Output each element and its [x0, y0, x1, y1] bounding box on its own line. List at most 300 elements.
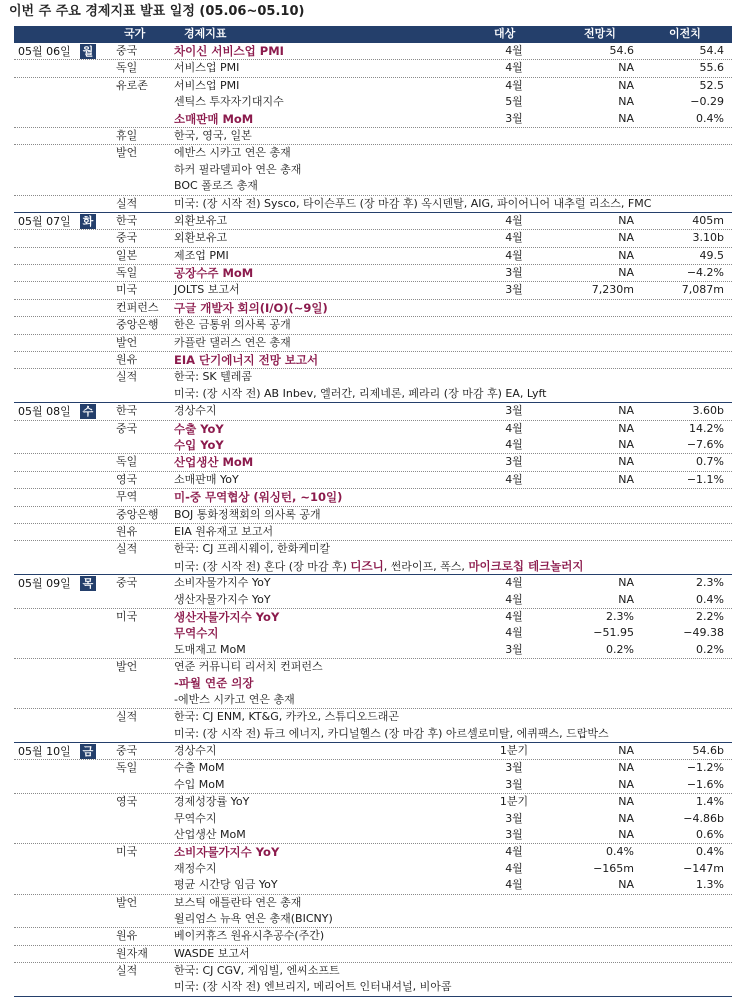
indicator-text: WASDE 보고서	[174, 946, 250, 960]
row-indicator	[174, 437, 224, 454]
row-target: 4월	[505, 61, 523, 75]
row-previous: 3.10b	[692, 231, 724, 245]
row-indicator	[174, 609, 279, 626]
row-indicator	[174, 558, 584, 575]
row-previous: 54.4	[699, 44, 724, 57]
row-forecast: 0.2%	[606, 642, 634, 656]
indicator-text: 미국: (장 시작 전) Sysco, 타이슨푸드 (장 마감 후) 옥시덴탈, AIG, 파이어니어 내추럴 리소스, FMC	[174, 196, 652, 210]
row-country: 중앙은행	[116, 318, 159, 332]
row-forecast: NA	[618, 455, 634, 469]
row-forecast: NA	[618, 777, 634, 791]
indicator-text: 무역수지	[174, 811, 217, 825]
row-indicator	[174, 472, 239, 488]
row-country: 미국	[116, 845, 138, 859]
day-date: 05월 08일	[18, 405, 71, 419]
row-forecast: −51.95	[593, 626, 634, 640]
row-target: 4월	[505, 576, 523, 590]
header-indicator: 경제지표	[184, 27, 227, 40]
indicator-text: 산업생산 MoM	[174, 827, 246, 841]
table-row	[14, 77, 732, 94]
table-row	[14, 708, 732, 725]
row-indicator	[174, 895, 301, 911]
row-target: 5월	[505, 95, 523, 109]
row-indicator	[174, 743, 217, 759]
table-row	[14, 625, 732, 641]
table-row	[14, 316, 732, 333]
row-target: 3월	[505, 827, 523, 841]
table-row	[14, 281, 732, 298]
table-row	[14, 861, 732, 877]
row-forecast: 7,230m	[591, 283, 634, 297]
indicator-text: 한국: CJ ENM, KT&G, 카카오, 스튜디오드래곤	[174, 710, 399, 724]
row-country: 중국	[116, 231, 138, 245]
indicator-text: 수출 MoM	[174, 761, 225, 775]
indicator-text: 경제성장률 YoY	[174, 795, 250, 809]
table-row	[14, 726, 732, 742]
row-country: 한국	[116, 213, 138, 227]
row-country: 원유	[116, 353, 138, 367]
table-row	[14, 403, 732, 419]
row-previous: −4.86b	[683, 811, 724, 825]
row-forecast: NA	[618, 248, 634, 262]
row-forecast: NA	[618, 811, 634, 825]
row-country: 미국	[116, 609, 138, 623]
day-date: 05월 10일	[18, 745, 71, 759]
table-row	[14, 877, 732, 893]
row-country: 한국	[116, 404, 138, 418]
table-row	[14, 523, 732, 540]
row-previous: −49.38	[683, 626, 724, 640]
row-indicator	[174, 844, 279, 861]
indicator-text: 한은 금통위 의사록 공개	[174, 318, 291, 332]
row-country: 발언	[116, 335, 138, 349]
indicator-text: 연준 커뮤니티 리서치 컨퍼런스	[174, 660, 323, 674]
row-previous: −7.6%	[686, 437, 724, 451]
day-group	[14, 574, 732, 742]
row-previous: −4.2%	[686, 266, 724, 280]
row-forecast: NA	[618, 421, 634, 435]
row-indicator	[174, 78, 239, 94]
table-row	[14, 264, 732, 281]
indicator-text: 수출 YoY	[174, 421, 224, 436]
row-forecast: NA	[618, 213, 634, 227]
row-country: 원유	[116, 929, 138, 943]
day-group	[14, 42, 732, 212]
header-target: 대상	[494, 27, 516, 40]
row-forecast: 0.4%	[606, 845, 634, 859]
table-row	[14, 144, 732, 161]
row-indicator	[174, 421, 224, 438]
table-row	[14, 811, 732, 827]
table-row	[14, 453, 732, 470]
table-row	[14, 43, 732, 59]
row-indicator	[174, 642, 246, 658]
table-row	[14, 777, 732, 793]
indicator-text: 한국: CJ 프레시웨이, 한화케미칼	[174, 542, 331, 556]
indicator-text: EIA 단기에너지 전망 보고서	[174, 353, 319, 368]
indicator-text: 한국: CJ CGV, 게임빌, 엔씨소프트	[174, 964, 340, 978]
row-indicator	[174, 162, 301, 178]
row-indicator	[174, 300, 328, 317]
table-row	[14, 247, 732, 264]
table-row	[14, 675, 732, 691]
indicator-text: 소매판매 MoM	[174, 111, 254, 126]
indicator-text: 무역수지	[174, 626, 219, 641]
row-indicator	[174, 692, 295, 708]
row-country: 실적	[116, 964, 138, 978]
table-row	[14, 658, 732, 675]
day-of-week-badge: 수	[80, 404, 96, 419]
row-previous: 1.4%	[696, 795, 724, 809]
row-target: 1분기	[499, 744, 529, 758]
indicator-text: 미-중 무역협상 (워싱턴, ~10일)	[174, 490, 343, 505]
row-target: 4월	[505, 44, 523, 57]
day-date: 05월 07일	[18, 214, 71, 228]
row-indicator	[174, 524, 273, 540]
row-indicator	[174, 541, 330, 557]
row-indicator	[174, 811, 217, 827]
row-forecast: NA	[618, 592, 634, 606]
day-of-week-badge: 금	[80, 744, 96, 759]
row-country: 원자재	[116, 946, 148, 960]
indicator-text: 소매판매 YoY	[174, 472, 239, 486]
row-forecast: NA	[618, 231, 634, 245]
row-country: 실적	[116, 542, 138, 556]
row-target: 3월	[505, 642, 523, 656]
table-row	[14, 945, 732, 962]
row-country: 중국	[116, 744, 138, 758]
row-country: 일본	[116, 248, 138, 262]
row-indicator	[174, 230, 227, 246]
row-previous: 0.4%	[696, 111, 724, 125]
row-indicator	[174, 335, 291, 351]
row-country: 영국	[116, 795, 138, 809]
row-country: 독일	[116, 761, 138, 775]
day-groups	[14, 42, 732, 996]
row-target: 4월	[505, 231, 523, 245]
row-country: 컨퍼런스	[116, 300, 159, 314]
table-row	[14, 558, 732, 574]
table-row	[14, 420, 732, 437]
table-row	[14, 351, 732, 368]
row-indicator	[174, 575, 271, 591]
day-date: 05월 09일	[18, 577, 71, 591]
indicator-text: 외환보유고	[174, 231, 228, 245]
row-forecast: NA	[618, 266, 634, 280]
table-row	[14, 592, 732, 608]
row-target: 3월	[505, 455, 523, 469]
table-row	[14, 608, 732, 625]
row-country: 중국	[116, 44, 138, 57]
table-row	[14, 911, 732, 927]
row-indicator	[174, 369, 252, 385]
row-previous: 0.7%	[696, 455, 724, 469]
indicator-text: EIA 원유재고 보고서	[174, 524, 274, 538]
table-row	[14, 827, 732, 843]
row-indicator	[174, 726, 609, 742]
table-row	[14, 793, 732, 810]
indicator-text: JOLTS 보고서	[174, 283, 240, 297]
indicator-text: -파월 연준 의장	[174, 676, 254, 691]
row-target: 4월	[505, 248, 523, 262]
row-forecast: −165m	[593, 861, 634, 875]
indicator-text: 에반스 시카고 연은 총재	[174, 146, 291, 160]
row-target: 3월	[505, 811, 523, 825]
table-row	[14, 759, 732, 776]
row-indicator	[174, 760, 224, 776]
row-previous: 0.6%	[696, 827, 724, 841]
row-forecast: NA	[618, 95, 634, 109]
table-row	[14, 471, 732, 488]
row-previous: 14.2%	[689, 421, 724, 435]
day-date: 05월 06일	[18, 45, 71, 58]
row-indicator	[174, 265, 253, 282]
row-target: 4월	[505, 845, 523, 859]
table-row	[14, 437, 732, 453]
table-row	[14, 213, 732, 229]
indicator-text: 미국: (장 시작 전) 엔브리지, 메리어트 인터내셔널, 비아콤	[174, 980, 452, 994]
table-row	[14, 979, 732, 995]
table-row	[14, 927, 732, 944]
row-country: 유로존	[116, 78, 148, 92]
indicator-text: , 썬라이프, 폭스,	[383, 559, 469, 573]
table-row	[14, 229, 732, 246]
row-indicator	[174, 282, 240, 298]
row-previous: −1.2%	[686, 761, 724, 775]
row-country: 실적	[116, 370, 138, 384]
row-forecast: NA	[618, 78, 634, 92]
row-indicator	[174, 386, 546, 402]
row-target: 4월	[505, 421, 523, 435]
indicator-text: 서비스업 PMI	[174, 61, 240, 75]
indicator-text: 외환보유고	[174, 213, 228, 227]
row-country: 독일	[116, 61, 138, 75]
row-indicator	[174, 659, 323, 675]
indicator-text: 한국, 영국, 일본	[174, 128, 252, 142]
row-previous: 405m	[692, 213, 724, 227]
table-row	[14, 162, 732, 178]
row-previous: 0.4%	[696, 845, 724, 859]
row-previous: 3.60b	[692, 404, 724, 418]
day-of-week-badge: 화	[80, 214, 96, 229]
row-indicator	[174, 128, 252, 144]
row-forecast: NA	[618, 404, 634, 418]
row-previous: −1.1%	[686, 472, 724, 486]
row-indicator	[174, 592, 271, 608]
row-target: 4월	[505, 78, 523, 92]
row-indicator	[174, 827, 246, 843]
row-indicator	[174, 928, 324, 944]
row-indicator	[174, 60, 239, 76]
indicator-text: 생산자물가지수 YoY	[174, 592, 271, 606]
indicator-text: BOJ 통화정책회의 의사록 공개	[174, 507, 321, 521]
row-indicator	[174, 196, 651, 212]
row-forecast: NA	[618, 744, 634, 758]
table-row	[14, 506, 732, 523]
indicator-text: 경상수지	[174, 404, 217, 418]
row-target: 3월	[505, 761, 523, 775]
day-of-week-badge: 월	[80, 44, 96, 59]
table-row	[14, 127, 732, 144]
schedule-table	[14, 26, 732, 997]
row-target: 4월	[505, 626, 523, 640]
row-indicator	[174, 352, 318, 369]
indicator-text: 미국: (장 시작 전) 혼다 (장 마감 후)	[174, 559, 351, 573]
row-forecast: NA	[618, 111, 634, 125]
row-previous: 2.2%	[696, 609, 724, 623]
row-country: 중국	[116, 576, 138, 590]
row-indicator	[174, 794, 249, 810]
header-previous: 이전치	[669, 27, 701, 40]
row-forecast: NA	[618, 576, 634, 590]
indicator-text: 소비자물가지수 YoY	[174, 845, 280, 860]
row-forecast: NA	[618, 878, 634, 892]
row-forecast: NA	[618, 761, 634, 775]
day-group	[14, 402, 732, 574]
table-row	[14, 575, 732, 591]
table-row	[14, 59, 732, 76]
row-country: 발언	[116, 660, 138, 674]
row-forecast: NA	[618, 795, 634, 809]
table-row	[14, 743, 732, 759]
page-title: 이번 주 주요 경제지표 발표 일정 (05.06~05.10)	[9, 4, 305, 19]
row-country: 발언	[116, 146, 138, 160]
table-row	[14, 692, 732, 708]
row-indicator	[174, 111, 253, 128]
indicator-highlight: 마이크로칩 테크놀러지	[468, 558, 584, 573]
table-row	[14, 195, 732, 212]
row-target: 4월	[505, 472, 523, 486]
row-indicator	[174, 625, 218, 642]
indicator-text: 베이커휴즈 원유시추공수(주간)	[174, 929, 325, 943]
table-row	[14, 540, 732, 557]
row-indicator	[174, 946, 250, 962]
row-target: 3월	[505, 111, 523, 125]
row-target: 4월	[505, 592, 523, 606]
indicator-text: BOC 폴로즈 총재	[174, 179, 258, 193]
table-row	[14, 368, 732, 385]
header-forecast: 전망치	[584, 27, 616, 40]
row-country: 영국	[116, 472, 138, 486]
indicator-text: 공장수주 MoM	[174, 266, 254, 281]
row-country: 미국	[116, 283, 138, 297]
row-country: 실적	[116, 710, 138, 724]
row-country: 중앙은행	[116, 507, 159, 521]
row-country: 독일	[116, 266, 138, 280]
row-country: 실적	[116, 196, 138, 210]
row-previous: 1.3%	[696, 878, 724, 892]
day-of-week-badge: 목	[80, 576, 96, 591]
row-target: 1분기	[499, 795, 529, 809]
row-target: 4월	[505, 609, 523, 623]
day-group	[14, 212, 732, 402]
indicator-text: 센틱스 투자자기대지수	[174, 95, 284, 109]
row-indicator	[174, 861, 217, 877]
indicator-text: 제조업 PMI	[174, 248, 229, 262]
indicator-text: -에반스 시카고 연은 총재	[174, 692, 295, 706]
indicator-text: 카플란 댈러스 연은 총재	[174, 335, 291, 349]
indicator-highlight: 디즈니	[350, 558, 384, 573]
indicator-text: 차이신 서비스업 PMI	[174, 44, 284, 58]
row-indicator	[174, 489, 342, 506]
row-forecast: 2.3%	[606, 609, 634, 623]
indicator-text: 미국: (장 시작 전) AB Inbev, 엘러간, 리제네론, 페라리 (장 마감 후) EA, Lyft	[174, 386, 547, 400]
row-indicator	[174, 178, 258, 194]
indicator-text: 미국: (장 시작 전) 듀크 에너지, 카디널헬스 (장 마감 후) 아르셀로미탈, 에퀴팩스, 드랍박스	[174, 726, 609, 740]
row-previous: −1.6%	[686, 777, 724, 791]
row-forecast: NA	[618, 472, 634, 486]
row-target: 4월	[505, 878, 523, 892]
row-indicator	[174, 507, 321, 523]
row-indicator	[174, 963, 340, 979]
row-country: 중국	[116, 421, 138, 435]
row-previous: 55.6	[699, 61, 724, 75]
row-country: 무역	[116, 490, 138, 504]
indicator-text: 윌리엄스 뉴욕 연은 총재(BICNY)	[174, 911, 333, 925]
row-indicator	[174, 454, 253, 471]
table-row	[14, 962, 732, 979]
row-indicator	[174, 94, 284, 110]
table-row	[14, 299, 732, 316]
table-row	[14, 843, 732, 860]
indicator-text: 수입 MoM	[174, 777, 225, 791]
row-indicator	[174, 877, 278, 893]
row-country: 발언	[116, 895, 138, 909]
indicator-text: 생산자물가지수 YoY	[174, 609, 280, 624]
indicator-text: 구글 개발자 회의(I/O)(~9일)	[174, 300, 328, 315]
row-indicator	[174, 248, 229, 264]
row-previous: 7,087m	[681, 283, 724, 297]
row-previous: −0.29	[690, 95, 724, 109]
indicator-text: 서비스업 PMI	[174, 78, 240, 92]
row-target: 4월	[505, 437, 523, 451]
row-indicator	[174, 43, 284, 60]
indicator-text: 산업생산 MoM	[174, 455, 254, 470]
row-country: 독일	[116, 455, 138, 469]
row-target: 4월	[505, 213, 523, 227]
table-row	[14, 94, 732, 110]
row-forecast: NA	[618, 437, 634, 451]
row-indicator	[174, 709, 399, 725]
row-previous: 49.5	[699, 248, 724, 262]
row-forecast: NA	[618, 827, 634, 841]
row-previous: 2.3%	[696, 576, 724, 590]
indicator-text: 소비자물가지수 YoY	[174, 576, 271, 590]
indicator-text: 경상수지	[174, 744, 217, 758]
table-row	[14, 894, 732, 911]
table-row	[14, 386, 732, 402]
row-target: 3월	[505, 404, 523, 418]
day-group	[14, 742, 732, 996]
table-row	[14, 111, 732, 127]
header-country: 국가	[124, 27, 146, 40]
indicator-text: 수입 YoY	[174, 437, 224, 452]
indicator-text: 한국: SK 텔레콤	[174, 370, 253, 384]
row-target: 3월	[505, 283, 523, 297]
row-indicator	[174, 777, 224, 793]
row-previous: 0.2%	[696, 642, 724, 656]
indicator-text: 하커 필라델피아 연은 총재	[174, 162, 302, 176]
row-target: 3월	[505, 266, 523, 280]
row-country: 원유	[116, 524, 138, 538]
table-row	[14, 178, 732, 194]
row-indicator	[174, 403, 217, 419]
table-row	[14, 488, 732, 505]
row-indicator	[174, 675, 253, 692]
table-header	[14, 26, 732, 42]
row-forecast: 54.6	[609, 44, 634, 57]
row-forecast: NA	[618, 61, 634, 75]
